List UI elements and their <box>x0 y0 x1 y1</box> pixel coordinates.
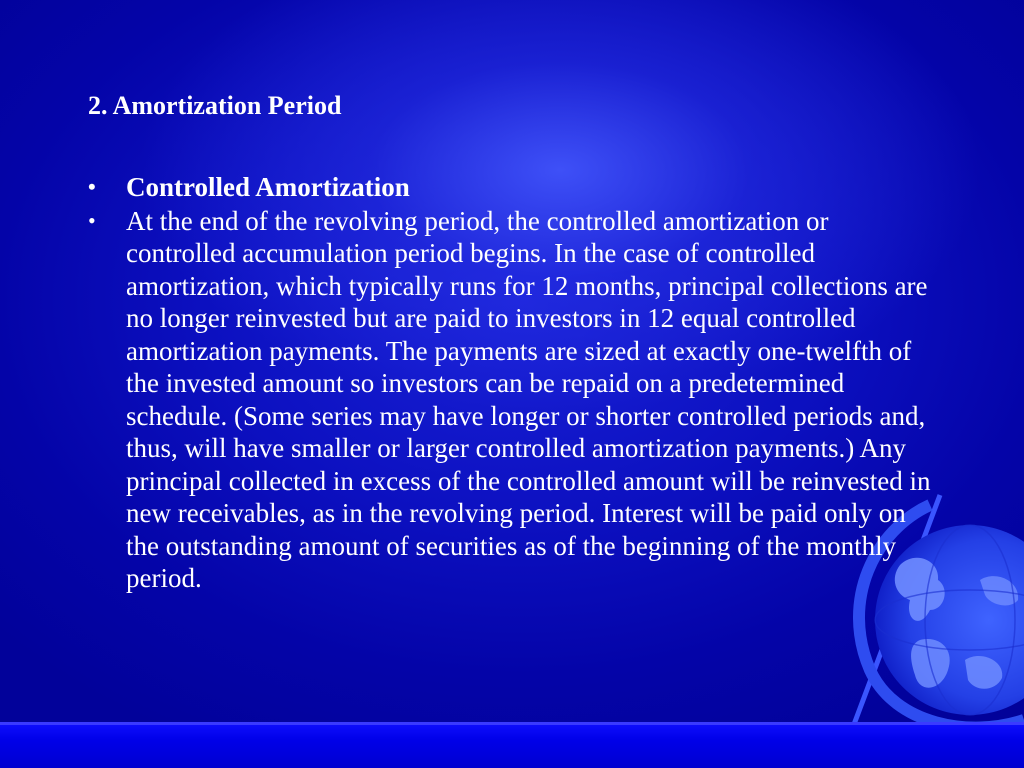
bullet-marker: • <box>88 174 96 199</box>
bullet-marker: • <box>88 207 96 233</box>
bullet-list <box>86 171 936 596</box>
bullet-heading-text: Controlled Amortization <box>126 172 410 202</box>
bottom-bar <box>0 722 1024 768</box>
bullet-body-text: At the end of the revolving period, the controlled amortization or controlled accumulation period begins. In the case of controlled amortization, which typically runs for 12 months, principal collections are no longer reinvested but are paid to investors in 12 equal controlled amortization payments. The payments are sized at exactly one-twelfth of the invested amount so investors can be repaid on a predetermined schedule. (Some series may have longer or shorter controlled periods and, thus, will have smaller or larger controlled amortization payments.) Any principal collected in excess of the controlled amount will be reinvested in new receivables, as in the revolving period. Interest will be paid only on the outstanding amount of securities as of the beginning of the monthly period. <box>126 205 931 593</box>
bullet-item <box>86 171 936 204</box>
bottom-bar-divider <box>0 722 1024 725</box>
slide-title: 2. Amortization Period <box>88 91 342 120</box>
bullet-item <box>86 205 936 595</box>
